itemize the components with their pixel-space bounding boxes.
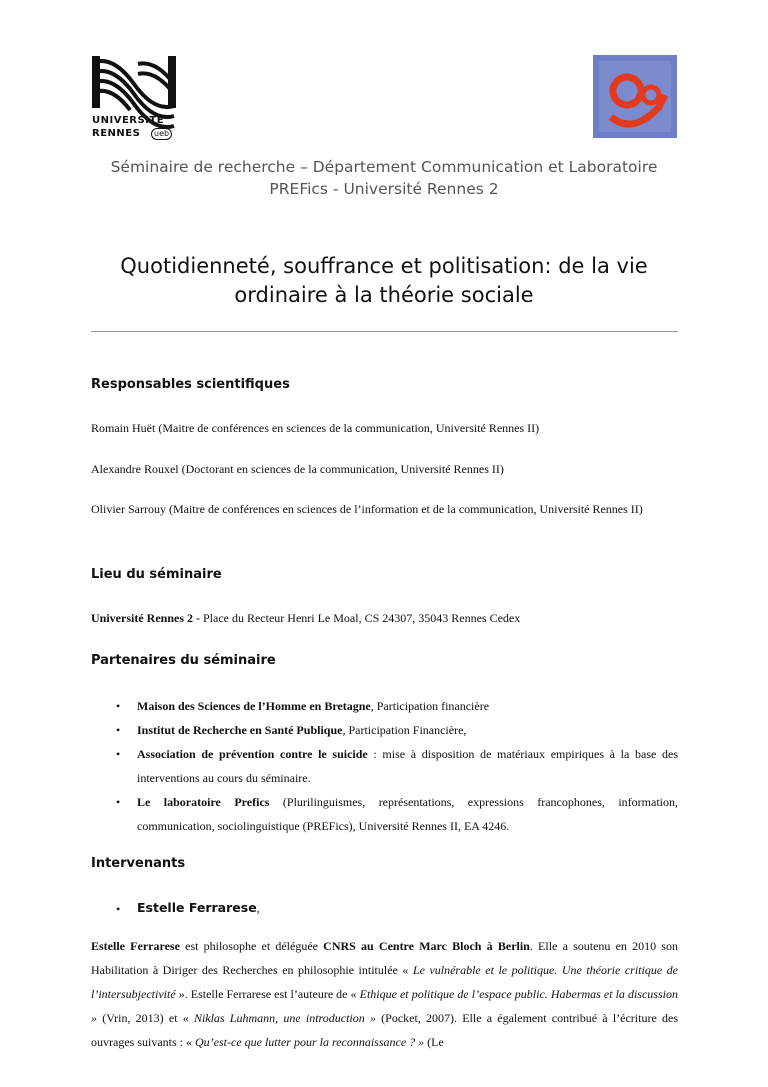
responsable-item: Romain Huët (Maitre de conférences en sciences de la communication, Université Rennes II) [91,421,540,435]
heading-lieu: Lieu du séminaire [91,567,222,582]
responsable-item: Alexandre Rouxel (Doctorant en sciences de la communication, Université Rennes II) [91,462,504,476]
title-line-1: Quotidienneté, souffrance et politisation: de la vie [120,254,648,278]
seminar-line-2: PREFics - Université Rennes 2 [269,180,499,198]
lieu-street: Place du Recteur Henri Le Moal, CS 24307, 35043 Rennes Cedex [199,611,521,625]
ueb-badge: ueb [151,128,172,140]
intervenant-item: Estelle Ferrarese, [137,900,260,915]
lieu-address [91,606,678,631]
seminar-subtitle [80,156,688,200]
bullet-icon: • [116,723,121,737]
bullet-icon: • [116,795,121,809]
heading-intervenants: Intervenants [91,856,186,871]
partner-item: Maison des Sciences de l’Homme en Bretagne, Participation financière [137,699,490,713]
heading-partenaires: Partenaires du séminaire [91,653,276,668]
title-line-2: ordinaire à la théorie sociale [234,283,534,307]
partner-item: Association de prévention contre le suicide : mise à disposition de matériaux empiriques à la base des interventions au cours du séminaire. [137,747,678,785]
lieu-name: Université Rennes 2 - [91,611,200,625]
partner-item: Institut de Recherche en Santé Publique, Participation Financière, [137,723,467,737]
seminar-line-1: Séminaire de recherche – Département Communication et Laboratoire [110,158,658,176]
partner-item: Le laboratoire Prefics (Plurilinguismes, représentations, expressions francophones, information, communication, sociolinguistique (PREFics), Université Rennes II, EA 4246. [137,795,678,833]
logo-text-universite: UNIVERSITÉ [92,115,165,126]
document-title [80,252,688,310]
heading-responsables: Responsables scientifiques [91,377,290,392]
bullet-icon: • [116,902,121,916]
prefics-logo [593,55,677,138]
responsable-item: Olivier Sarrouy (Maitre de conférences en sciences de l’information et de la communication, Université Rennes II) [91,502,643,516]
bullet-icon: • [116,699,121,713]
intervenant-bio: Estelle Ferrarese est philosophe et déléguée CNRS au Centre Marc Bloch à Berlin. Elle a soutenu en 2010 son Habilitation à Diriger des Recherches en philosophie intitulée « Le vulnérable et le politique. Une théorie critique de l’intersubjectivité ». Estelle Ferrarese est l’auteure de « Ethique et politique de l’espace public. Habermas et la discussion » (Vrin, 2013) et « Niklas Luhmann, une introduction » (Pocket, 2007). Elle a également contribué à l’écriture des ouvrages suivants : « Qu’est-ce que lutter pour la reconnaissance ? » (Le [91,939,679,1049]
title-divider [91,331,678,332]
bullet-icon: • [116,747,121,761]
logo-text-rennes: RENNES [92,128,141,139]
